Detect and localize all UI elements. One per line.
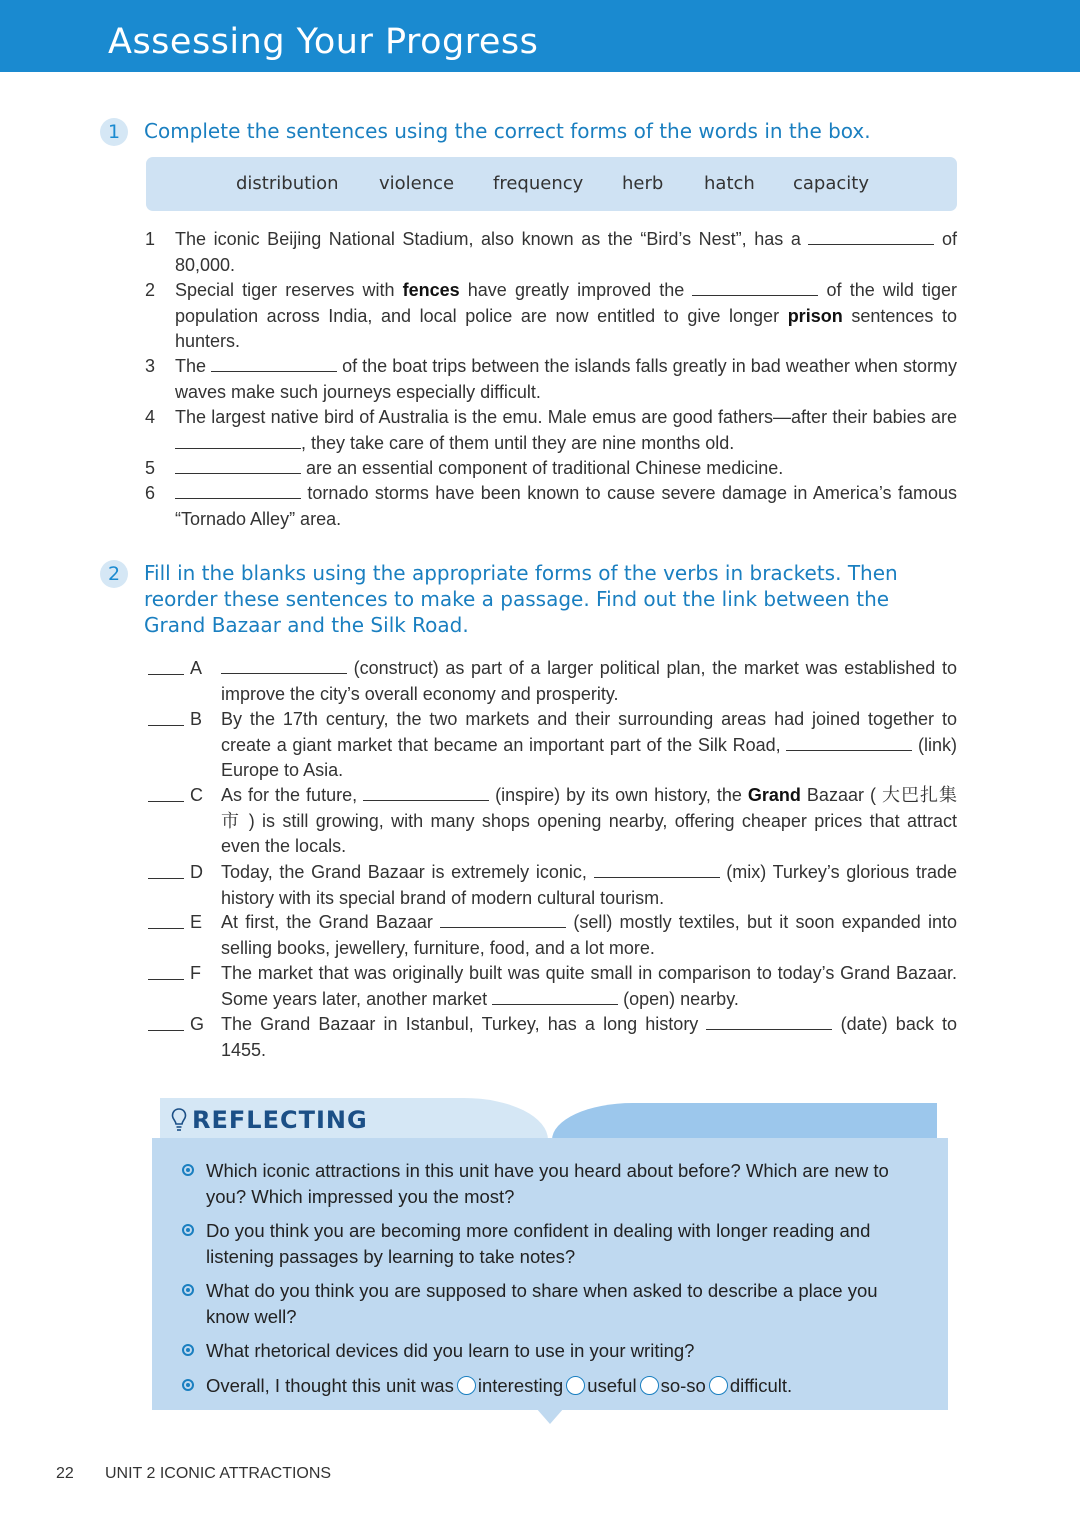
item-label: F	[190, 963, 201, 983]
item-text: At first, the Grand Bazaar	[221, 912, 441, 932]
item-text: (inspire) by its own history, the	[489, 785, 748, 805]
answer-blank[interactable]	[808, 228, 934, 245]
item-text: Special tiger reserves with	[175, 280, 403, 300]
task2-item	[148, 910, 957, 961]
rating-option-circle[interactable]	[709, 1376, 728, 1395]
item-text: (sell) mostly textiles, but it soon expanded into selling books, jewellery, furniture, food, and a lot more.	[221, 912, 957, 958]
task2-item	[148, 707, 957, 784]
item-text: Today, the Grand Bazaar is extremely iconic,	[221, 862, 594, 882]
answer-blank[interactable]	[221, 657, 347, 674]
answer-blank[interactable]	[492, 988, 618, 1005]
header-banner	[0, 0, 1080, 72]
answer-blank[interactable]	[175, 457, 301, 474]
word-item: hatch	[704, 173, 755, 194]
bullet-icon	[182, 1164, 194, 1176]
word-box	[146, 157, 957, 211]
reflection-rating	[182, 1373, 922, 1399]
bold-word: Grand	[747, 785, 801, 805]
answer-blank[interactable]	[211, 355, 337, 372]
item-number: 4	[145, 407, 156, 427]
answer-blank[interactable]	[175, 432, 301, 449]
item-number: 5	[145, 458, 156, 478]
order-blank[interactable]	[148, 783, 184, 802]
item-label: B	[190, 709, 203, 729]
word-item: violence	[379, 173, 455, 194]
answer-blank[interactable]	[706, 1013, 832, 1030]
item-text: of the boat trips between the islands falls greatly in bad weather when stormy waves make such journeys especially difficult.	[175, 356, 957, 402]
task2-item	[148, 860, 957, 911]
task2-item	[148, 961, 957, 1012]
item-label: E	[190, 912, 203, 932]
reflecting-notch	[536, 1408, 564, 1424]
order-blank[interactable]	[148, 656, 184, 675]
item-number: 2	[145, 280, 156, 300]
item-text: tornado storms have been known to cause severe damage in America’s famous “Tornado Alley” area.	[175, 483, 957, 529]
task2-item	[148, 783, 957, 860]
item-text: (date) back to 1455.	[221, 1014, 957, 1060]
order-blank[interactable]	[148, 961, 184, 980]
reflecting-tab-decor	[552, 1103, 937, 1140]
reflection-question: Do you think you are becoming more confident in dealing with longer reading and listening passages by learning to take notes?	[182, 1218, 922, 1269]
item-text: The largest native bird of Australia is the emu. Male emus are good fathers—after their babies are	[175, 407, 957, 427]
item-text: of the wild tiger population across India, and local police are now entitled to give longer	[175, 280, 957, 326]
item-text: The market that was originally built was quite small in comparison to today’s Grand Bazaar. Some years later, another market	[221, 963, 957, 1009]
bullet-icon	[182, 1284, 194, 1296]
item-text: , they take care of them until they are nine months old.	[301, 432, 735, 453]
item-number: 1	[145, 229, 156, 249]
answer-blank[interactable]	[786, 734, 912, 751]
task1-heading	[100, 118, 924, 146]
item-text: (mix) Turkey’s glorious trade history with its special brand of modern cultural tourism.	[221, 862, 958, 908]
word-item: distribution	[236, 173, 339, 194]
order-blank[interactable]	[148, 910, 184, 929]
item-text: have greatly improved the	[459, 280, 693, 300]
bullet-icon	[182, 1379, 194, 1391]
page-title: Assessing Your Progress	[108, 22, 539, 62]
item-label: D	[190, 862, 203, 882]
task1-item	[145, 278, 957, 355]
bold-word: fences	[402, 280, 460, 300]
order-blank[interactable]	[148, 707, 184, 726]
rating-option-label: so-so	[660, 1375, 706, 1396]
reflection-question: What do you think you are supposed to share when asked to describe a place you know well?	[182, 1278, 922, 1329]
bullet-icon	[182, 1224, 194, 1236]
item-text: (link) Europe to Asia.	[221, 734, 958, 780]
rating-option-circle[interactable]	[566, 1376, 585, 1395]
item-text: As for the future,	[221, 785, 364, 805]
item-text: of 80,000.	[175, 229, 957, 275]
reflection-question: What rhetorical devices did you learn to use in your writing?	[182, 1338, 922, 1364]
answer-blank[interactable]	[440, 911, 566, 928]
item-number: 3	[145, 356, 156, 376]
task1-item	[145, 481, 957, 532]
task2-instruction: Fill in the blanks using the appropriate forms of the verbs in brackets. Then reorder these sentences to make a passage. Find out the link between the Grand Bazaar and the Silk Road.	[144, 561, 898, 637]
task1-item	[145, 227, 957, 278]
rating-option-circle[interactable]	[640, 1376, 659, 1395]
task2-number: 2	[100, 560, 128, 588]
item-label: A	[190, 658, 203, 678]
reflection-question: Which iconic attractions in this unit have you heard about before? Which are new to you? Which impressed you the most?	[182, 1158, 922, 1209]
item-text: The iconic Beijing National Stadium, also known as the “Bird’s Nest”, has a	[175, 229, 809, 249]
word-item: frequency	[493, 173, 584, 194]
rating-option-circle[interactable]	[457, 1376, 476, 1395]
task2-heading	[100, 560, 914, 638]
order-blank[interactable]	[148, 1012, 184, 1031]
rating-option-label: useful	[587, 1375, 637, 1396]
task1-item	[145, 456, 957, 482]
item-text: Bazaar ( 大巴扎集市 ) is still growing, with many shops opening nearby, offering cheaper prices that attract even the locals.	[221, 785, 957, 856]
task1-number: 1	[100, 118, 128, 146]
item-text: are an essential component of traditional Chinese medicine.	[301, 458, 784, 478]
item-text: (construct) as part of a larger political plan, the market was established to improve the city’s overall economy and prosperity.	[221, 658, 957, 704]
item-text: The	[175, 356, 212, 376]
rating-prompt: Overall, I thought this unit was	[206, 1375, 454, 1396]
rating-option-label: interesting	[477, 1375, 564, 1396]
item-text: (open) nearby.	[618, 988, 739, 1009]
task1-instruction: Complete the sentences using the correct forms of the words in the box.	[144, 119, 871, 143]
answer-blank[interactable]	[363, 784, 489, 801]
order-blank[interactable]	[148, 860, 184, 879]
item-text: The Grand Bazaar in Istanbul, Turkey, has a long history	[221, 1014, 707, 1034]
item-text: sentences to hunters.	[175, 305, 957, 351]
bold-word: prison	[787, 305, 843, 326]
rating-option-label: difficult.	[729, 1375, 793, 1396]
item-number: 6	[145, 483, 156, 503]
unit-label: UNIT 2 ICONIC ATTRACTIONS	[105, 1465, 332, 1482]
task1-item	[145, 354, 957, 405]
item-text: By the 17th century, the two markets and their surrounding areas had joined together to create a giant market that became an important part of the Silk Road,	[221, 709, 957, 755]
bullet-icon	[182, 1344, 194, 1356]
answer-blank[interactable]	[175, 482, 301, 499]
item-label: C	[190, 785, 203, 805]
page-number: 22	[56, 1465, 74, 1482]
reflecting-title: REFLECTING	[192, 1106, 368, 1134]
item-label: G	[190, 1014, 205, 1034]
task2-item	[148, 1012, 957, 1063]
answer-blank[interactable]	[594, 861, 720, 878]
answer-blank[interactable]	[692, 279, 818, 296]
word-item: capacity	[793, 173, 869, 194]
task1-item	[145, 405, 957, 456]
word-item: herb	[622, 173, 664, 194]
task2-item	[148, 656, 957, 707]
